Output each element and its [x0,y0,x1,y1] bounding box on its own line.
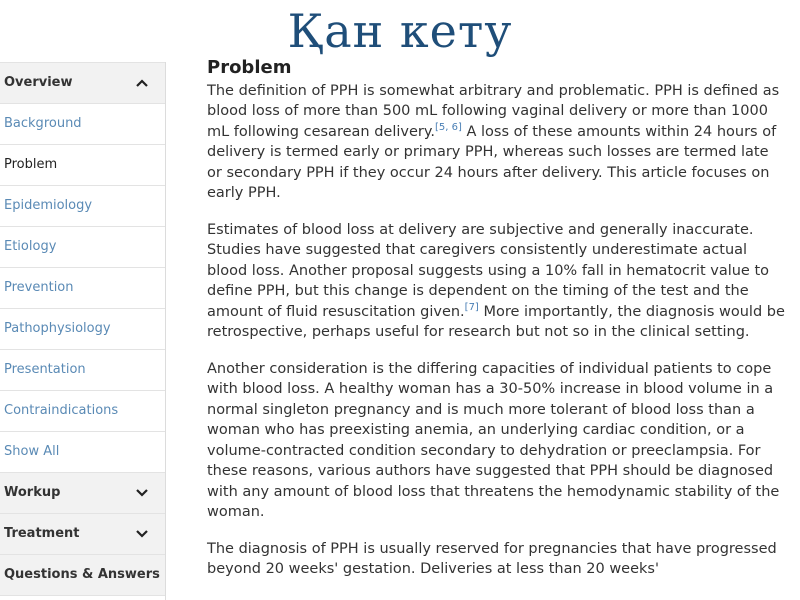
article-paragraph: Another consideration is the differing capacities of individual patients to cope with blood loss. A healthy woman has a 30-50% increase in blood volume in a normal singleton pregnancy and is much more tolerant of blood loss than a woman who has preexisting anemia, an underlying cardiac condition, or a volume-contracted condition secondary to dehydration or preeclampsia. For these reasons, various authors have suggested that PPH should be diagnosed with any amount of blood loss that threatens the hemodynamic stability of the woman. [207,360,780,520]
sidebar-item-epidemiology[interactable] [0,186,165,227]
sidebar-item-label: Problem [4,157,58,172]
chevron-down-icon [135,473,149,513]
sidebar-section-label: Questions & Answers [4,567,160,582]
sidebar-item-label: Prevention [4,280,74,295]
sidebar-item-etiology[interactable] [0,227,165,268]
article-content [207,58,787,596]
paragraph-text: The definition of PPH is somewhat arbitrary and problematic. PPH is defined as blood loss of more than 500 mL following vaginal delivery or more than 1000 mL following cesarean delivery. [207,82,780,140]
sidebar-item-contraindications[interactable] [0,391,165,432]
sidebar-section-treatment[interactable] [0,514,165,555]
article-paragraph [207,220,787,343]
paragraph-text: A loss of these amounts within 24 hours of delivery is termed early or primary PPH, whereas such losses are termed late or secondary PPH if they occur 24 hours after delivery. This article focuses on early PPH. [207,123,777,201]
chevron-up-icon [135,63,149,103]
sidebar-section-label: Treatment [4,526,80,541]
citation-link[interactable]: [5, 6] [434,121,462,133]
sidebar-item-problem[interactable] [0,145,165,186]
slide-title: Қан кету [287,4,513,58]
sidebar-item-label: Background [4,116,82,131]
sidebar-item-prevention[interactable] [0,268,165,309]
article-paragraph [207,81,787,204]
chevron-down-icon [135,514,149,554]
paragraph-text: More importantly, the diagnosis would be retrospective, perhaps useful for research but not so in the clinical setting. [207,303,785,340]
sidebar-item-label: Presentation [4,362,86,377]
sidebar-item-label: Etiology [4,239,57,254]
sidebar-section-label: Workup [4,485,61,500]
article-paragraph: The diagnosis of PPH is usually reserved for pregnancies that have progressed beyond 20 weeks' gestation. Deliveries at less than 20 weeks' [207,540,777,577]
sidebar-section-workup[interactable] [0,473,165,514]
sidebar-item-pathophysiology[interactable] [0,309,165,350]
paragraph-text: Estimates of blood loss at delivery are subjective and generally inaccurate. Studies have suggested that caregivers consistently underestimate actual blood loss. Another proposal suggests using a 10% fall in hematocrit value to define PPH, but this change is dependent on the timing of the test and the amount of fluid resuscitation given. [207,221,770,320]
sidebar-item-presentation[interactable] [0,350,165,391]
sidebar-item-label: Contraindications [4,403,119,418]
sidebar-item-show-all[interactable] [0,432,165,473]
sidebar-section-overview[interactable] [0,62,165,104]
sidebar-item-label: Epidemiology [4,198,93,213]
citation-link[interactable]: [7] [464,301,479,313]
sidebar-nav [0,62,166,600]
section-heading: Problem [207,57,292,78]
sidebar-section-questions-answers[interactable] [0,555,165,596]
sidebar-section-label: Overview [4,75,73,90]
sidebar-item-background[interactable] [0,104,165,145]
sidebar-item-label: Show All [4,444,60,459]
sidebar-item-label: Pathophysiology [4,321,111,336]
